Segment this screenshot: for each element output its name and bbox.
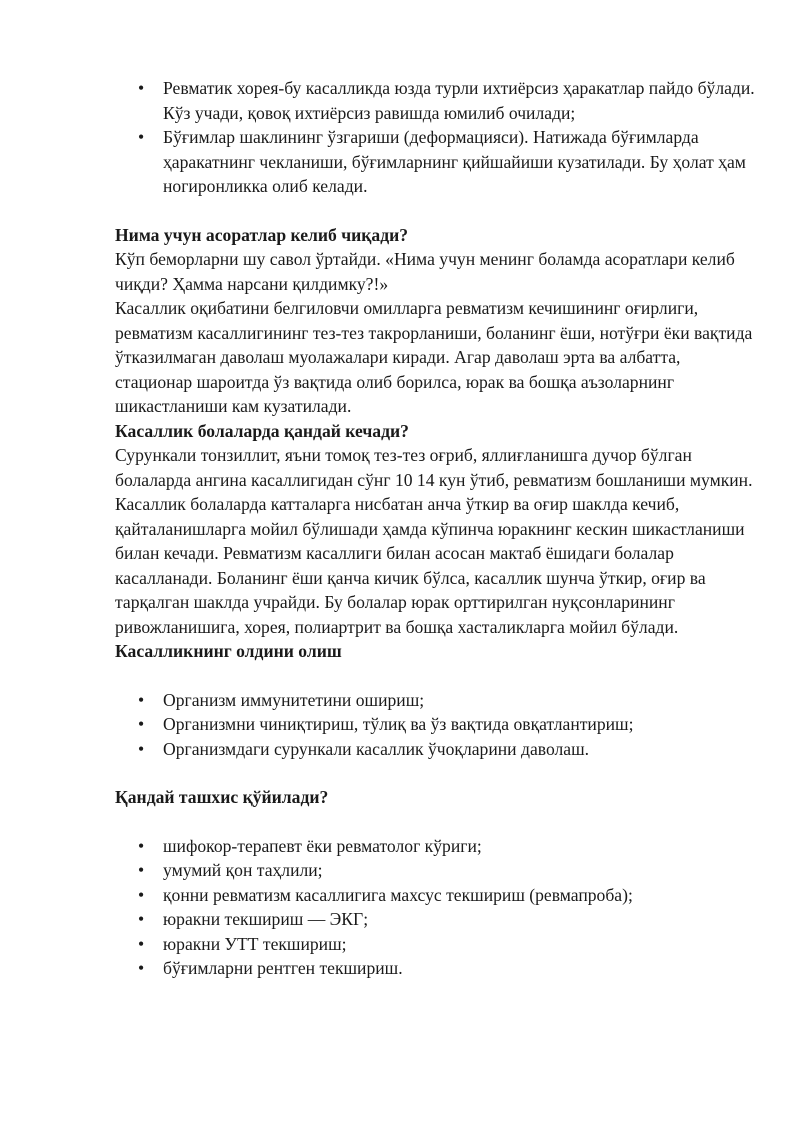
bullet-icon: • — [138, 714, 145, 734]
list-item-text: юракни УТТ текшириш; — [163, 933, 347, 954]
list-item — [115, 688, 755, 713]
paragraph: Касаллик оқибатини белгиловчи омилларга ревматизм кечишининг оғирлиги, ревматизм касаллигининг тез-тез такрорланиши, боланинг ёши, нотўғри ёки вақтида ўтказилмаган даволаш муолажалари киради. Агар даволаш эрта ва албатта, стационар шароитда ўз вақтида олиб борилса, юрак ва бошқа аъзоларнинг шикастланиши кам кузатилади. — [115, 298, 753, 416]
list-item — [115, 125, 755, 199]
intro-list — [115, 76, 755, 199]
bullet-icon: • — [138, 689, 145, 710]
section-heading-complications: Нима учун асоратлар келиб чиқади? — [115, 224, 409, 245]
list-item — [115, 737, 755, 762]
bullet-icon: • — [138, 127, 145, 147]
bullet-icon: • — [138, 835, 145, 856]
list-item — [115, 834, 755, 859]
list-item — [115, 883, 755, 908]
list-item-text: юракни текшириш — ЭКГ; — [163, 909, 369, 929]
list-item-text: умумий қон таҳлили; — [163, 860, 323, 880]
list-item — [115, 76, 755, 125]
paragraph: Кўп беморларни шу савол ўртайди. «Нима учун менинг боламда асоратлари келиб чиқди? Ҳамма нарсани қилдимку?!» — [115, 249, 735, 294]
section-heading-diagnosis: Қандай ташхис қўйилади? — [115, 787, 329, 807]
list-item-text: Бўғимлар шаклининг ўзгариши (деформацияси). Натижада бўғимларда ҳаракатнинг чекланиши, бўғимларнинг қийшайиши кузатилади. Бу ҳолат ҳам ногиронликка олиб келади. — [163, 127, 746, 196]
list-item-text: Организмдаги сурункали касаллик ўчоқларини даволаш. — [163, 738, 590, 759]
section-heading-prevention: Касалликнинг олдини олиш — [115, 641, 342, 661]
prevention-list — [115, 688, 755, 762]
bullet-icon: • — [138, 958, 145, 978]
list-item — [115, 932, 755, 957]
bullet-icon: • — [138, 860, 145, 880]
list-item — [115, 858, 755, 883]
list-item-text: Ревматик хорея-бу касалликда юзда турли ихтиёрсиз ҳаракатлар пайдо бўлади. Кўз учади, қовоқ ихтиёрсиз равишда юмилиб очилади; — [163, 78, 755, 123]
document-page — [115, 76, 755, 981]
list-item-text: шифокор-терапевт ёки ревматолог кўриги; — [163, 835, 482, 856]
list-item — [115, 712, 755, 737]
list-item-text: қонни ревматизм касаллигига махсус текшириш (ревмапроба); — [163, 884, 633, 905]
diagnosis-list — [115, 834, 755, 981]
list-item-text: Организм иммунитетини ошириш; — [163, 689, 425, 710]
bullet-icon: • — [138, 738, 145, 759]
bullet-icon: • — [138, 933, 145, 954]
list-item — [115, 956, 755, 981]
section-heading-children: Касаллик болаларда қандай кечади? — [115, 420, 409, 441]
bullet-icon: • — [138, 884, 145, 905]
paragraph: Сурункали тонзиллит, яъни томоқ тез-тез оғриб, яллиғланишга дучор бўлган болаларда ангина касаллигидан сўнг 10 14 кун ўтиб, ревматизм бошланиши мумкин. Касаллик болаларда катталарга нисбатан анча ўткир ва оғир шаклда кечиб, қайталанишларга мойил бўлишади ҳамда кўпинча юракнинг кескин шикастланиши билан кечади. Ревматизм касаллиги билан асосан мактаб ёшидаги болалар касалланади. Боланинг ёши қанча кичик бўлса, касаллик шунча ўткир, оғир ва тарқалган шаклда учрайди. Бу болалар юрак орттирилган нуқсонларининг ривожланишига, хорея, полиартрит ва бошқа хасталикларга мойил бўлади. — [115, 445, 753, 637]
list-item — [115, 907, 755, 932]
list-item-text: Организмни чиниқтириш, тўлиқ ва ўз вақтида овқатлантириш; — [163, 714, 634, 734]
bullet-icon: • — [138, 78, 145, 98]
list-item-text: бўғимларни рентген текшириш. — [163, 958, 403, 978]
bullet-icon: • — [138, 909, 145, 929]
